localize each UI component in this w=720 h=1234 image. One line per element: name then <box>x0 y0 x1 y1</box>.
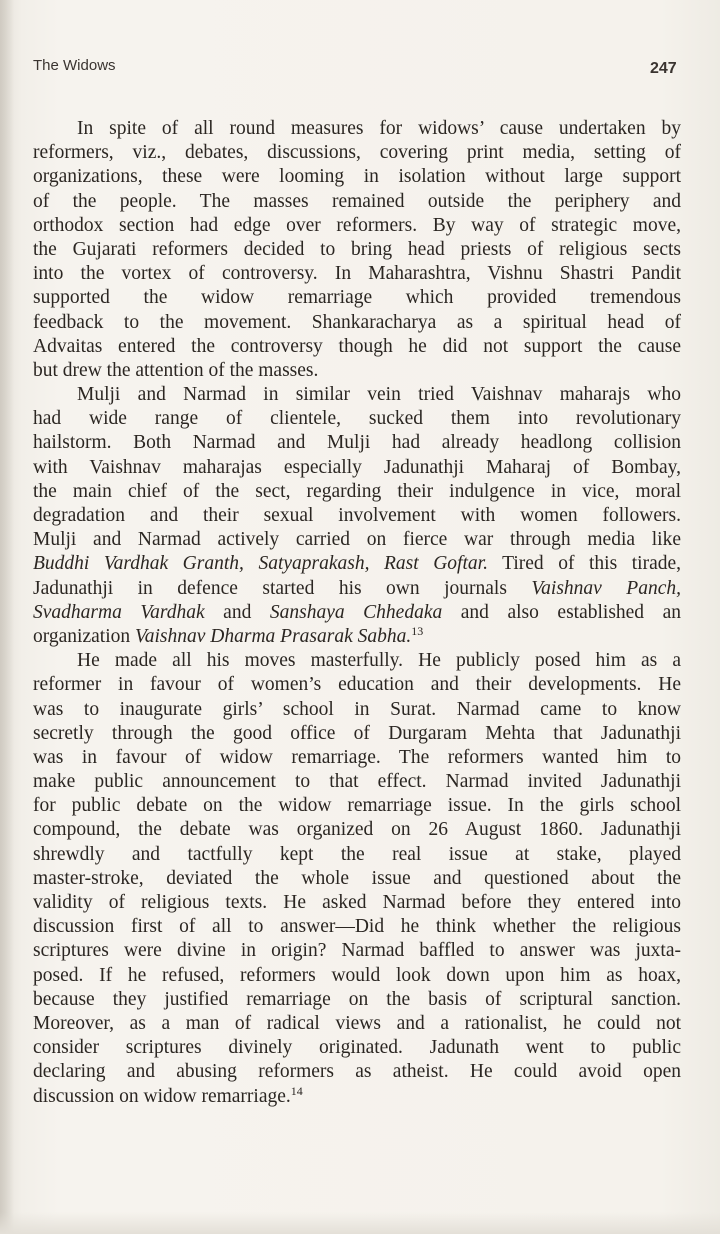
text-segment: discussion on widow remarriage. <box>33 1085 291 1107</box>
page-gutter-shadow <box>0 0 14 1234</box>
text-line <box>33 238 681 262</box>
text-segment: Tired of this tirade, <box>487 553 681 575</box>
text-segment: and <box>204 601 270 623</box>
italic-title: Svadharma Vardhak <box>33 601 205 623</box>
text-segment: hailstorm. Both Narmad and Mulji had already headlong collision <box>33 432 681 454</box>
text-line <box>33 746 681 770</box>
text-line <box>33 915 681 939</box>
text-line <box>33 190 681 214</box>
text-line <box>33 286 681 310</box>
text-line <box>33 359 681 383</box>
text-segment: compound, the debate was organized on 26 August 1860. Jadunathji <box>33 819 681 841</box>
text-line <box>33 431 681 455</box>
text-line <box>33 625 681 649</box>
text-line <box>33 141 681 165</box>
text-line <box>33 770 681 794</box>
text-line <box>33 698 681 722</box>
text-segment: had wide range of clientele, sucked them into revolutionary <box>33 408 681 430</box>
text-line <box>33 335 681 359</box>
text-line <box>33 1036 681 1060</box>
text-line <box>33 794 681 818</box>
text-segment: organization <box>33 625 135 647</box>
text-line <box>33 1012 681 1036</box>
text-segment: Jadunathji in defence started his own journals <box>33 577 532 599</box>
text-line <box>33 528 681 552</box>
text-line <box>33 867 681 891</box>
text-line <box>33 818 681 842</box>
footnote-marker: 13 <box>411 623 424 638</box>
text-line <box>33 552 681 576</box>
text-segment: because they justified remarriage on the basis of scriptural sanction. <box>33 988 681 1010</box>
footnote-marker: 14 <box>290 1083 303 1098</box>
text-segment: for public debate on the widow remarriage issue. In the girls school <box>33 795 681 817</box>
text-line <box>33 456 681 480</box>
text-segment: make public announcement to that effect. Narmad invited Jadunathji <box>33 771 681 793</box>
text-segment: organizations, these were looming in isolation without large support <box>33 166 681 188</box>
italic-title: Vaishnav Dharma Prasarak Sabha. <box>135 625 412 647</box>
text-segment: degradation and their sexual involvement with women followers. <box>33 505 681 526</box>
page-number: 247 <box>650 60 677 77</box>
text-segment: supported the widow remarriage which provided tremendous <box>33 287 681 309</box>
text-line <box>33 311 681 335</box>
text-segment: master-stroke, deviated the whole issue and questioned about the <box>33 867 681 889</box>
text-line <box>33 964 681 988</box>
text-line <box>33 165 681 189</box>
text-segment: but drew the attention of the masses. <box>33 359 319 381</box>
running-head: The Widows <box>33 57 116 74</box>
text-line <box>33 939 681 963</box>
text-segment: was to inaugurate girls’ school in Surat. Narmad came to know <box>33 698 681 720</box>
italic-title: Buddhi Vardhak Granth, Satyaprakash, Rast Goftar. <box>33 553 488 575</box>
text-line <box>33 504 681 528</box>
text-line <box>33 383 681 407</box>
text-line <box>33 407 681 431</box>
text-segment: orthodox section had edge over reformers. By way of strategic move, <box>33 214 681 236</box>
text-segment: Mulji and Narmad actively carried on fierce war through media like <box>33 529 681 551</box>
text-segment: validity of religious texts. He asked Narmad before they entered into <box>33 892 681 913</box>
text-line <box>33 262 681 286</box>
text-line <box>33 1060 681 1084</box>
text-segment: declaring and abusing reformers as atheist. He could avoid open <box>33 1061 681 1083</box>
text-segment: the main chief of the sect, regarding their indulgence in vice, moral <box>33 480 681 502</box>
text-segment: Advaitas entered the controversy though he did not support the cause <box>33 335 681 357</box>
text-line <box>33 1085 681 1109</box>
text-segment: scriptures were divine in origin? Narmad baffled to answer was juxta- <box>33 940 681 962</box>
text-line <box>33 988 681 1012</box>
text-segment: the Gujarati reformers decided to bring head priests of religious sects <box>33 238 681 260</box>
text-segment: reformer in favour of women’s education and their developments. He <box>33 674 681 696</box>
text-line <box>33 722 681 746</box>
text-segment: of the people. The masses remained outside the periphery and <box>33 190 681 212</box>
text-line <box>33 214 681 238</box>
text-segment: feedback to the movement. Shankaracharya as a spiritual head of <box>33 311 681 333</box>
text-segment: In spite of all round measures for widows’ cause undertaken by <box>77 118 681 139</box>
italic-title: Vaishnav Panch, <box>531 577 682 599</box>
text-segment: He made all his moves masterfully. He publicly posed him as a <box>77 650 681 672</box>
text-segment: with Vaishnav maharajas especially Jadunathji Maharaj of Bombay, <box>33 456 681 478</box>
text-segment: into the vortex of controversy. In Maharashtra, Vishnu Shastri Pandit <box>33 263 681 285</box>
text-line <box>33 577 681 601</box>
text-line <box>33 673 681 697</box>
italic-title: Sanshaya Chhedaka <box>269 601 443 623</box>
text-segment: discussion first of all to answer—Did he think whether the religious <box>33 916 681 938</box>
text-segment: was in favour of widow remarriage. The reformers wanted him to <box>33 746 681 768</box>
text-segment: Mulji and Narmad in similar vein tried Vaishnav maharajs who <box>77 384 681 406</box>
text-line <box>33 891 681 915</box>
body-text <box>33 117 681 1109</box>
text-line <box>33 843 681 867</box>
page-bottom-shadow <box>0 1212 720 1234</box>
text-segment: consider scriptures divinely originated. Jadunath went to public <box>33 1037 681 1059</box>
text-line <box>33 649 681 673</box>
text-line <box>33 601 681 625</box>
text-segment: shrewdly and tactfully kept the real issue at stake, played <box>33 843 681 865</box>
text-line <box>33 480 681 504</box>
text-segment: reformers, viz., debates, discussions, covering print media, setting of <box>33 142 681 164</box>
text-line <box>33 117 681 141</box>
text-segment: Moreover, as a man of radical views and a rationalist, he could not <box>33 1012 681 1034</box>
text-segment: secretly through the good office of Durgaram Mehta that Jadunathji <box>33 722 681 744</box>
text-segment: posed. If he refused, reformers would look down upon him as hoax, <box>33 964 681 986</box>
text-segment: and also established an <box>442 601 681 623</box>
